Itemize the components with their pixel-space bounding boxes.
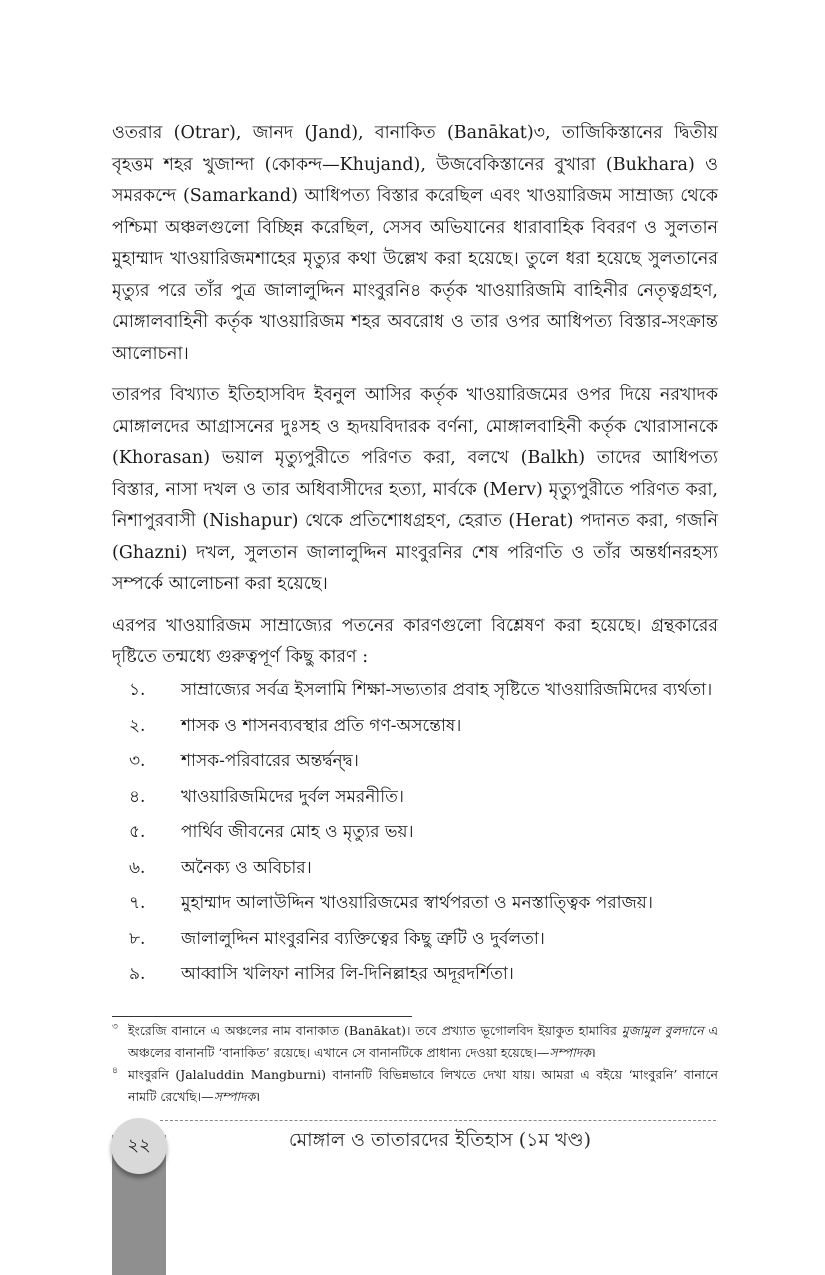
footnote-end: । (255, 1089, 261, 1104)
list-number: ২. (129, 715, 146, 736)
footnote-text: ইংরেজি বানানে এ অঞ্চলের নাম বানাকাত (Banākat)। তবে প্রখ্যাত ভূগোলবিদ ইয়াকুত হামাবির (128, 1023, 622, 1038)
footnote-body (128, 1020, 718, 1064)
page-number-badge (111, 1118, 167, 1174)
list-text: সাম্রাজ্যের সর্বত্র ইসলামি শিক্ষা-সভ্যতার প্রবাহ সৃষ্টিতে খাওয়ারিজমিদের ব্যর্থতা। (181, 680, 713, 700)
list-number: ৪. (129, 786, 146, 807)
footnote-text: মাংবুরনি (Jalaluddin Mangburni) বানানটি বিভিন্নভাবে লিখতে দেখা যায়। আমরা এ বইয়ে ‘মাংবুরনি’ বানানে নামটি রেখেছি।— (128, 1067, 718, 1104)
footnote-body (128, 1064, 718, 1108)
list-number: ৫. (129, 822, 146, 842)
footnote-signature: সম্পাদক (549, 1045, 592, 1060)
paragraph-2: তারপর বিখ্যাত ইতিহাসবিদ ইবনুল আসির কর্তৃক খাওয়ারিজমের ওপর দিয়ে নরখাদক মোঙ্গালদের আগ্রাসনের দুঃসহ ও হৃদয়বিদারক বর্ণনা, মোঙ্গালবাহিনী কর্তৃক খোরাসানকে (Khorasan) ভয়াল মৃত্যুপুরীতে পরিণত করা, বলখে (Balkh) তাদের আধিপত্য বিস্তার, নাসা দখল ও তার অধিবাসীদের হত্যা, মার্বকে (Merv) মৃত্যুপুরীতে পরিণত করা, নিশাপুরবাসী (Nishapur) থেকে প্রতিশোধগ্রহণ, হেরাত (Herat) পদানত করা, গজনি (Ghazni) দখল, সুলতান জালালুদ্দিন মাংবুরনির শেষ পরিণতি ও তাঁর অন্তর্ধানরহস্য সম্পর্কে আলোচনা করা হয়েছে। (112, 385, 718, 594)
body-text (112, 118, 718, 684)
list-item (112, 851, 718, 887)
page-number: ২২ (127, 1134, 151, 1156)
list-text: শাসক ও শাসনব্যবস্থার প্রতি গণ-অসন্তোষ। (181, 715, 462, 736)
list-item (112, 780, 718, 816)
list-number: ৬. (129, 857, 146, 878)
footnote-4 (112, 1064, 718, 1108)
footnote-3 (112, 1020, 718, 1064)
list-number: ৩. (129, 751, 146, 771)
list-text: শাসক-পরিবারের অন্তর্দ্বন্দ্ব। (181, 751, 359, 771)
list-text: পার্থিব জীবনের মোহ ও মৃত্যুর ভয়। (181, 822, 414, 842)
list-item (112, 744, 718, 780)
list-text: আব্বাসি খলিফা নাসির লি-দিনিল্লাহর অদূরদর্শিতা। (181, 964, 514, 984)
footnote-italic: মুজামুল বুলদানে (621, 1023, 704, 1038)
paragraph-3: এরপর খাওয়ারিজম সাম্রাজ্যের পতনের কারণগুলো বিশ্লেষণ করা হয়েছে। গ্রন্থকারের দৃষ্টিতে তন্মধ্যে গুরুত্বপূর্ণ কিছু কারণ : (112, 615, 718, 667)
running-title: মোঙ্গাল ও তাতারদের ইতিহাস (১ম খণ্ড) (288, 1129, 592, 1151)
list-text: অনৈক্য ও অবিচার। (181, 857, 312, 878)
list-item (112, 709, 718, 745)
footnote-divider (112, 1016, 412, 1017)
list-item (112, 815, 718, 851)
list-text: খাওয়ারিজমিদের দুর্বল সমরনীতি। (181, 786, 404, 807)
list-item (112, 673, 718, 709)
list-item (112, 886, 718, 922)
footnote-mark: ৩ (112, 1022, 118, 1032)
footnote-mark: ৪ (112, 1066, 118, 1076)
list-number: ১. (129, 680, 146, 700)
list-text: জালালুদ্দিন মাংবুরনির ব্যক্তিত্বের কিছু ত্রুটি ও দুর্বলতা। (181, 928, 545, 949)
paragraph-1: ওতরার (Otrar), জানদ (Jand), বানাকিত (Banākat)৩, তাজিকিস্তানের দ্বিতীয় বৃহত্তম শহর খুজান্দা (কোকন্দ—Khujand), উজবেকিস্তানের বুখারা (Bukhara) ও সমরকন্দে (Samarkand) আধিপত্য বিস্তার করেছিল এবং খাওয়ারিজম সাম্রাজ্য থেকে পশ্চিমা অঞ্চলগুলো বিচ্ছিন্ন করেছিল, সেসব অভিযানের ধারাবাহিক বিবরণ ও সুলতান মুহাম্মাদ খাওয়ারিজমশাহের মৃত্যুর কথা উল্লেখ করা হয়েছে। তুলে ধরা হয়েছে সুলতানের মৃত্যুর পরে তাঁর পুত্র জালালুদ্দিন মাংবুরনি৪ কর্তৃক খাওয়ারিজমি বাহিনীর নেতৃত্বগ্রহণ, মোঙ্গালবাহিনী কর্তৃক খাওয়ারিজম শহর অবরোধ ও তার ওপর আধিপত্য বিস্তার-সংক্রান্ত আলোচনা। (112, 123, 718, 364)
footer-divider (160, 1120, 716, 1121)
list-text: মুহাম্মাদ আলাউদ্দিন খাওয়ারিজমের স্বার্থপরতা ও মনস্তাত্ত্বিক পরাজয়। (181, 893, 653, 913)
footnote-signature: সম্পাদক (213, 1089, 256, 1104)
list-item (112, 922, 718, 958)
list-item (112, 957, 718, 993)
list-number: ৭. (129, 893, 146, 913)
footnote-text: এ অঞ্চলের বানানটি ‘বানাকিত’ রয়েছে। এখানে সে বানানটিকে প্রাধান্য দেওয়া হয়েছে।— (128, 1023, 719, 1060)
reasons-list (112, 673, 718, 993)
list-number: ৯. (129, 964, 146, 984)
footnote-end: । (591, 1045, 596, 1060)
footnotes (112, 1020, 718, 1108)
list-number: ৮. (129, 928, 146, 949)
